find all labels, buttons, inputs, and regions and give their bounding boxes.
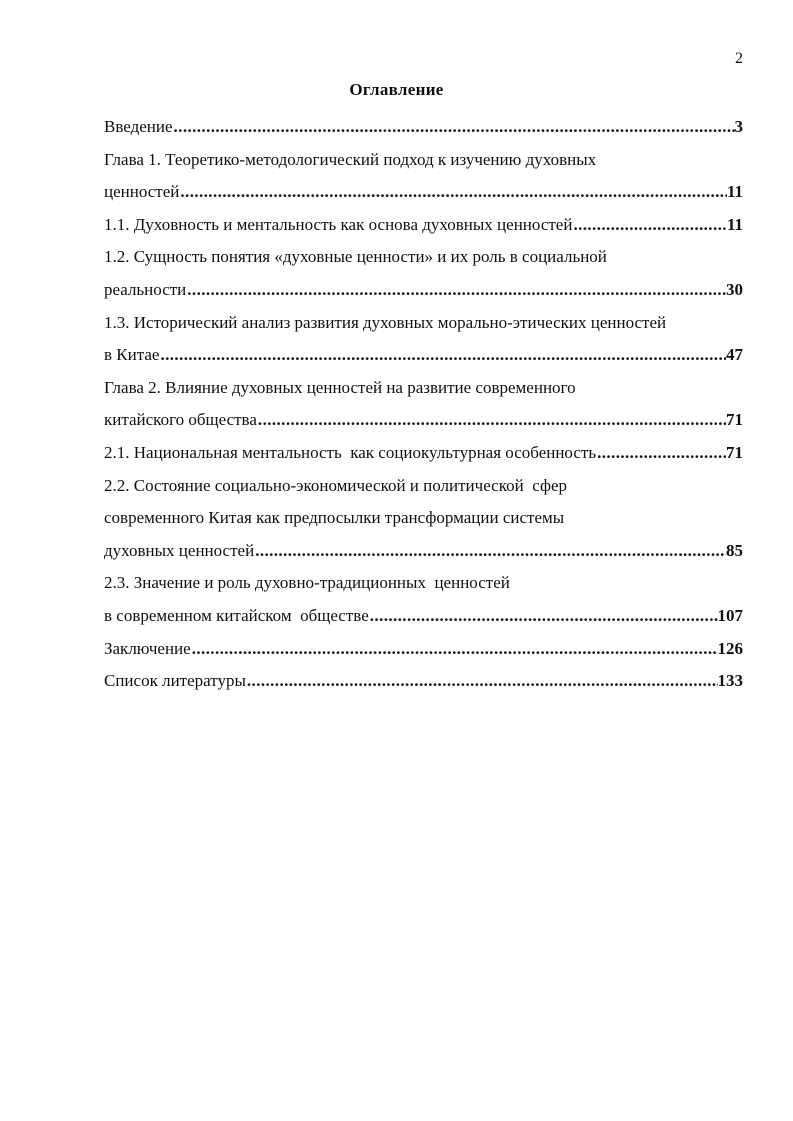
toc-entry-text: в современном китайском обществе: [104, 605, 369, 625]
toc-entry-section-2-3: [104, 567, 743, 632]
toc-entry-page: 11: [726, 214, 743, 234]
toc-entry-page: 3: [734, 117, 743, 136]
toc-entry-page: 71: [726, 410, 743, 430]
toc-entry-text: Список литературы: [104, 671, 246, 691]
dot-leader: [572, 209, 726, 242]
toc-entry-references: [104, 665, 743, 698]
toc-entry-text: 2.3. Значение и роль духовно-традиционных ценностей: [104, 573, 510, 593]
toc-entry-chapter-1: [104, 144, 743, 209]
toc-entry-section-1-3: [104, 307, 743, 372]
toc-entry-text: 1.2. Сущность понятия «духовные ценности» и их роль в социальной: [104, 247, 607, 267]
toc-entry-last-line: [104, 535, 743, 568]
toc-title: Оглавление: [349, 80, 444, 99]
toc-entry-page: 107: [717, 605, 743, 625]
dot-leader: [159, 339, 726, 372]
toc-entry-text: духовных ценностей: [104, 540, 255, 560]
page-number: 2: [735, 50, 743, 67]
dot-leader: [254, 535, 726, 568]
toc-entry-last-line: [104, 404, 743, 437]
toc-entry-text: в Китае: [104, 345, 160, 365]
toc-entry-text: 2.1. Национальная ментальность как социокультурная особенность: [104, 442, 597, 462]
table-of-contents: [104, 111, 743, 698]
dot-leader: [257, 404, 726, 437]
toc-entry-section-1-1: [104, 209, 743, 242]
dot-leader: [173, 111, 735, 144]
toc-entry-text: современного Китая как предпосылки трансформации системы: [104, 508, 565, 528]
toc-entry-text: Введение: [104, 117, 173, 136]
toc-entry-text: реальности: [104, 279, 187, 299]
toc-entry-text: Глава 2. Влияние духовных ценностей на развитие современного: [104, 377, 576, 397]
toc-entry-last-line: [104, 274, 743, 307]
toc-entry-page: 30: [726, 279, 743, 299]
dot-leader: [186, 274, 726, 307]
dot-leader: [179, 176, 727, 209]
toc-entry-page: 126: [717, 638, 743, 658]
toc-entry-conclusion: [104, 633, 743, 666]
toc-entry-last-line: [104, 600, 743, 633]
dot-leader: [369, 600, 718, 633]
toc-entry-section-1-2: [104, 241, 743, 306]
toc-entry-page: 85: [726, 540, 743, 560]
toc-entry-text: ценностей: [104, 182, 180, 202]
toc-entry-text: китайского общества: [104, 410, 257, 430]
dot-leader: [246, 665, 718, 698]
toc-entry-section-2-1: [104, 437, 743, 470]
toc-entry-section-2-2: [104, 470, 743, 568]
toc-entry-last-line: [104, 339, 743, 372]
dot-leader: [596, 437, 726, 470]
toc-entry-page: 71: [726, 442, 743, 462]
toc-entry-page: 133: [717, 671, 743, 691]
toc-entry-chapter-2: [104, 372, 743, 437]
toc-entry-text: 2.2. Состояние социально-экономической и политической сфер: [104, 475, 568, 495]
toc-entry-text: 1.1. Духовность и ментальность как основа духовных ценностей: [104, 214, 573, 234]
dot-leader: [191, 633, 718, 666]
toc-entry-page: 47: [726, 345, 743, 365]
toc-entry-page: 11: [726, 182, 743, 202]
toc-entry-last-line: [104, 176, 743, 209]
toc-entry-text: 1.3. Исторический анализ развития духовных морально-этических ценностей: [104, 312, 667, 332]
toc-entry-intro: [104, 111, 743, 144]
toc-entry-text: Заключение: [104, 638, 191, 658]
toc-entry-text: Глава 1. Теоретико-методологический подход к изучению духовных: [104, 149, 597, 169]
